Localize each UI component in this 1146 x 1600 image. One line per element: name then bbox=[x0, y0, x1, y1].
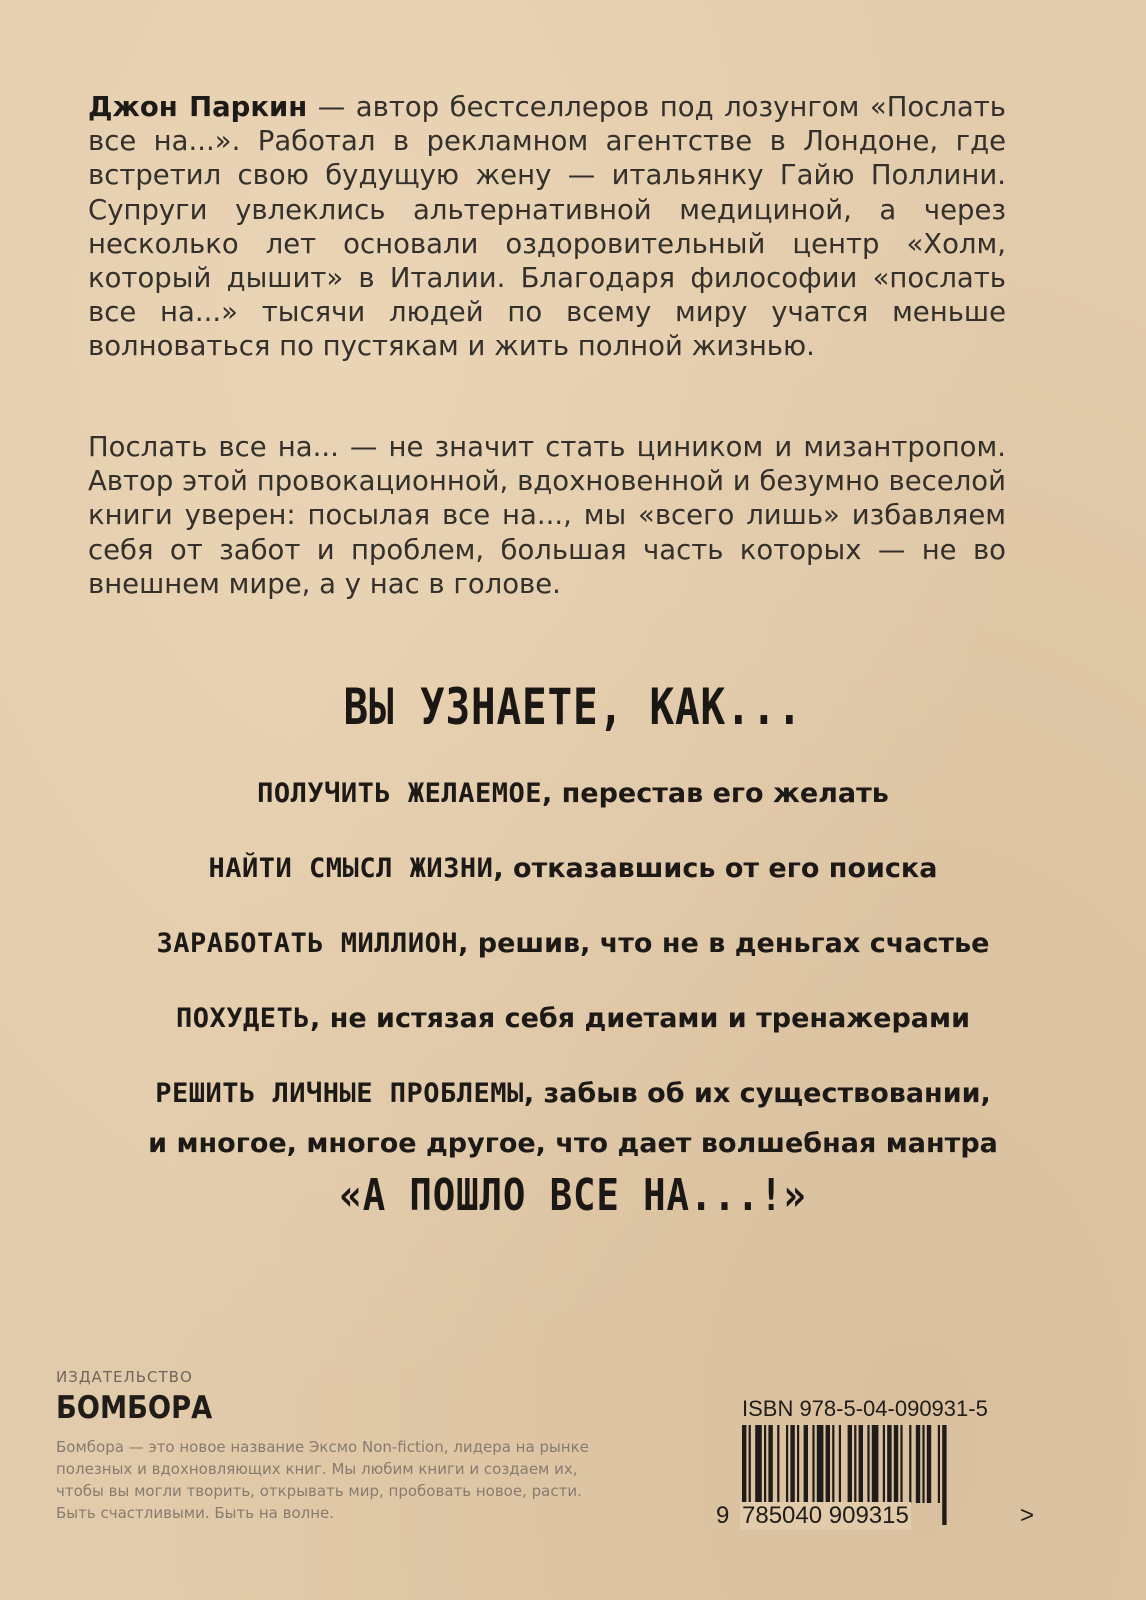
barcode-bar bbox=[867, 1425, 869, 1503]
publisher-logo: БОМБОРА bbox=[56, 1390, 213, 1426]
author-name: Джон Паркин bbox=[88, 91, 308, 123]
barcode-bar bbox=[916, 1425, 920, 1503]
barcode-bar bbox=[922, 1425, 924, 1503]
barcode-bar bbox=[764, 1425, 766, 1503]
benefit-highlight: ЗАРАБОТАТЬ МИЛЛИОН bbox=[156, 928, 459, 959]
author-bio-text: — автор бестселлеров под лозунгом «Послать все на...». Работал в рекламном агентстве в Лондоне, где встретил свою будущую жену — итальянку Гайю Поллини. Супруги увлеклись альтернативной медициной, а через несколько лет основали оздоровительный центр «Холм, который дышит» в Италии. Благодаря философии «послать все на...» тысячи людей по всему миру учатся меньше волноваться по пустякам и жить полной жизнью. bbox=[88, 91, 1006, 363]
benefit-item bbox=[0, 1078, 1146, 1109]
barcode-bar bbox=[768, 1425, 772, 1503]
benefit-text: , не истязая себя диетами и тренажерами bbox=[310, 1003, 971, 1034]
benefit-highlight: РЕШИТЬ ЛИЧНЫЕ ПРОБЛЕМЫ bbox=[155, 1078, 524, 1109]
barcode-bar bbox=[887, 1425, 891, 1503]
barcode-bar bbox=[927, 1425, 931, 1503]
benefits-headline: ВЫ УЗНАЕТЕ, КАК... bbox=[343, 678, 803, 736]
benefit-item bbox=[0, 928, 1146, 959]
benefit-item bbox=[0, 853, 1146, 884]
benefit-text: , перестав его желать bbox=[541, 778, 889, 809]
benefit-highlight: ПОХУДЕТЬ bbox=[175, 1003, 311, 1034]
barcode-bar bbox=[909, 1425, 911, 1503]
barcode-bar bbox=[859, 1425, 863, 1503]
benefit-text: , решив, что не в деньгах счастье bbox=[458, 928, 990, 959]
barcode-bar bbox=[938, 1425, 940, 1503]
barcode-bar bbox=[804, 1425, 808, 1503]
mantra: «А ПОШЛО ВСЕ НА...!» bbox=[339, 1170, 807, 1221]
benefit-highlight: НАЙТИ СМЫСЛ ЖИЗНИ bbox=[208, 853, 494, 884]
author-bio-paragraph bbox=[88, 90, 1006, 364]
barcode-bar bbox=[826, 1425, 830, 1503]
barcode-bar bbox=[942, 1425, 946, 1525]
isbn-number: ISBN 978-5-04-090931-5 bbox=[742, 1396, 988, 1421]
benefit-highlight: ПОЛУЧИТЬ ЖЕЛАЕМОЕ bbox=[257, 778, 542, 809]
barcode-arrow: > bbox=[1020, 1502, 1035, 1529]
barcode-bar bbox=[812, 1425, 814, 1503]
barcode-bar bbox=[755, 1425, 762, 1503]
barcode-bar bbox=[832, 1425, 834, 1503]
book-description-paragraph: Послать все на... — не значит стать циником и мизантропом. Автор этой провокационной, вдохновенной и безумно веселой книги уверен: посылая все на..., мы «всего лишь» избавляем себя от забот и проблем, большая часть которых — не во внешнем мире, а у нас в голове. bbox=[88, 431, 1006, 600]
barcode-bar bbox=[894, 1425, 898, 1503]
publisher-label: ИЗДАТЕЛЬСТВО bbox=[56, 1368, 193, 1386]
barcode-bar bbox=[872, 1425, 879, 1503]
barcode-bar bbox=[790, 1425, 794, 1503]
barcode-first-digit: 9 bbox=[716, 1502, 730, 1529]
closing-line-text: и многое, многое другое, что дает волшебная мантра bbox=[148, 1128, 998, 1159]
barcode-bar bbox=[777, 1425, 779, 1503]
barcode-bar bbox=[900, 1425, 902, 1503]
barcode-bar bbox=[797, 1425, 799, 1503]
barcode-bar bbox=[786, 1425, 788, 1503]
closing-line bbox=[0, 1128, 1146, 1159]
barcode-bar bbox=[883, 1425, 885, 1503]
benefit-text: , отказавшись от его поиска bbox=[493, 853, 938, 884]
publisher-description: Бомбора — это новое название Эксмо Non-fiction, лидера на рынке полезных и вдохновляющих книг. Мы любим книги и создаем их, чтобы вы могли творить, открывать мир, пробовать новое, расти. Быть счастливыми. Быть на волне. bbox=[56, 1438, 589, 1522]
barcode-digits: 785040 909315 bbox=[742, 1502, 909, 1529]
benefit-text: , забыв об их существовании, bbox=[523, 1078, 991, 1109]
barcode-bar bbox=[817, 1425, 824, 1503]
benefit-item bbox=[0, 778, 1146, 809]
benefit-item bbox=[0, 1003, 1146, 1034]
barcode-bar bbox=[854, 1425, 856, 1503]
barcode-bar bbox=[839, 1425, 841, 1503]
